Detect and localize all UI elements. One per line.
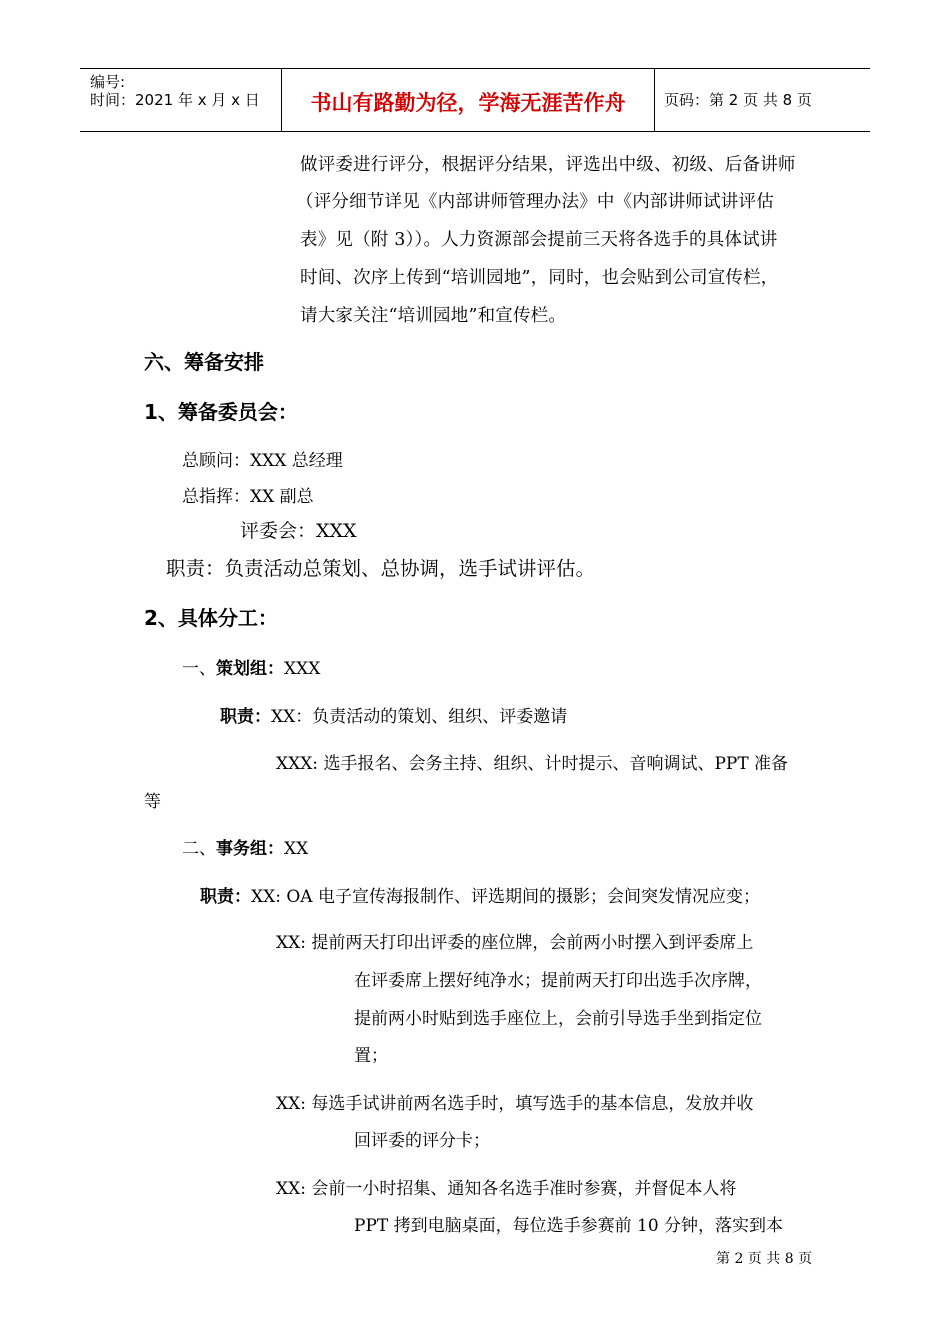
affairs-item-line: 置； [354,1046,388,1066]
affairs-group-label: 事务组： [216,839,284,859]
header-meta-cell [80,69,282,131]
committee-duty: 职责：负责活动总策划、总协调，选手试讲评估。 [166,557,596,580]
planning-group-prefix: 一、 [182,659,216,679]
intro-line: 时间、次序上传到“培训园地”，同时，也会贴到公司宣传栏， [300,268,779,288]
affairs-group-heading [182,838,308,860]
subsection-heading: 2、具体分工： [144,606,278,630]
section-heading: 六、筹备安排 [144,350,264,374]
document-number-label: 编号: [90,73,126,91]
planning-duty-label: 职责： [220,707,271,727]
affairs-duty-text: XX: OA 电子宣传海报制作、评选期间的摄影；会间突发情况应变； [251,887,760,907]
affairs-duty-line [200,886,760,908]
affairs-duty-label: 职责： [200,887,251,907]
committee-judges: 评委会：XXX [240,520,357,542]
header-page-number: 页码：第 2 页 共 8 页 [664,91,812,109]
affairs-item-line: XX: 每选手试讲前两名选手时，填写选手的基本信息，发放并收 [276,1094,754,1114]
intro-line: 做评委进行评分，根据评分结果，评选出中级、初级、后备讲师 [300,155,796,175]
page-header [80,68,870,132]
planning-duty-text: XX：负责活动的策划、组织、评委邀请 [271,707,568,727]
affairs-item-line: XX: 提前两天打印出评委的座位牌，会前两小时摆入到评委席上 [276,933,754,953]
committee-director: 总指挥：XX 副总 [182,487,314,507]
planning-duty-line: XXX: 选手报名、会务主持、组织、计时提示、音响调试、PPT 准备 [276,754,789,774]
header-motto-cell [282,69,655,131]
intro-line: 请大家关注“培训园地”和宣传栏。 [300,306,567,326]
affairs-group-value: XX [284,839,309,859]
affairs-group-prefix: 二、 [182,839,216,859]
planning-duty-line: 等 [144,792,161,812]
footer-page-number: 第 2 页 共 8 页 [716,1251,813,1267]
affairs-item-line: 回评委的评分卡； [354,1131,490,1151]
planning-duty-line [220,706,567,728]
document-date-label: 时间：2021 年 x 月 x 日 [90,91,260,109]
affairs-item-line: 提前两小时贴到选手座位上，会前引导选手坐到指定位 [354,1009,762,1029]
affairs-item-line: 在评委席上摆好纯净水；提前两天打印出选手次序牌， [354,971,762,991]
planning-group-label: 策划组： [216,659,284,679]
planning-group-heading [182,658,320,680]
intro-line: 表》见（附 3））。人力资源部会提前三天将各选手的具体试讲 [300,230,778,250]
committee-advisor: 总顾问：XXX 总经理 [182,451,343,471]
intro-line: （评分细节详见《内部讲师管理办法》中《内部讲师试讲评估 [296,192,774,212]
subsection-heading: 1、筹备委员会： [144,400,298,424]
planning-group-value: XXX [284,659,321,679]
affairs-item-line: PPT 拷到电脑桌面，每位选手参赛前 10 分钟，落实到本 [354,1216,784,1236]
affairs-item-line: XX: 会前一小时招集、通知各名选手准时参赛，并督促本人将 [276,1179,737,1199]
header-motto: 书山有路勤为径，学海无涯苦作舟 [310,91,626,115]
